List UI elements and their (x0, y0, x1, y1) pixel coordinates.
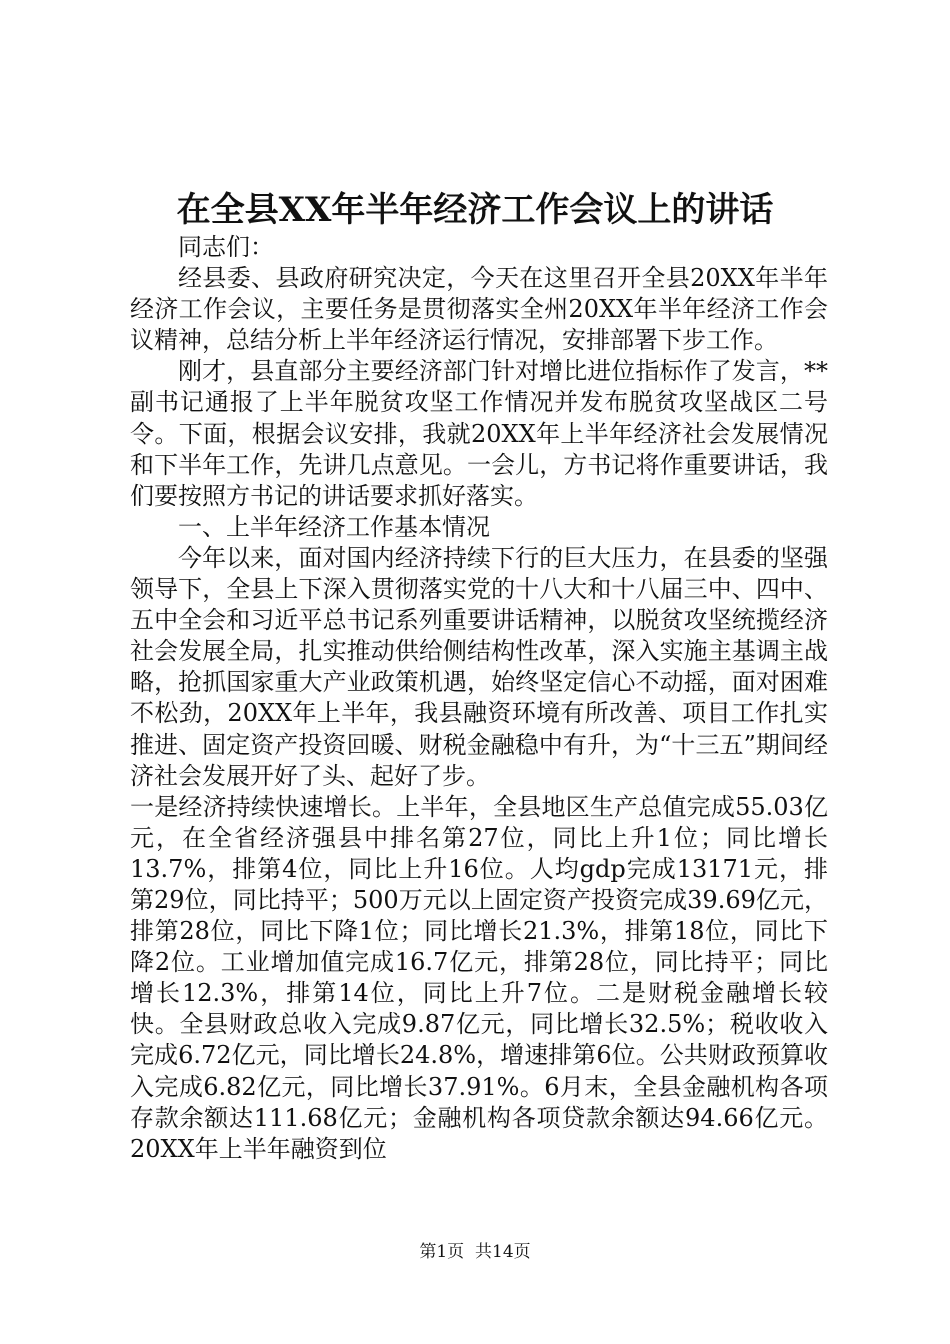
page-footer (0, 1240, 950, 1264)
paragraph-agenda: 刚才，县直部分主要经济部门针对增比进位指标作了发言，**副书记通报了上半年脱贫攻坚工作情况并发布脱贫攻坚战区二号令。下面，根据会议安排，我就20XX年上半年经济社会发展情况和下半年工作，先讲几点意见。一会儿，方书记将作重要讲话，我们要按照方书记的讲话要求抓好落实。 (130, 357, 828, 510)
paragraph-statistics: 一是经济持续快速增长。上半年，全县地区生产总值完成55.03亿元，在全省经济强县中排名第27位，同比上升1位；同比增长13.7%，排第4位，同比上升16位。人均gdp完成13171元，排第29位，同比持平；500万元以上固定资产投资完成39.69亿元，排第28位，同比下降1位；同比增长21.3%，排第18位，同比下降2位。工业增加值完成16.7亿元，排第28位，同比持平；同比增长12.3%，排第14位，同比上升7位。二是财税金融增长较快。全县财政总收入完成9.87亿元，同比增长32.5%；税收收入完成6.72亿元，同比增长24.8%，增速排第6位。公共财政预算收入完成6.82亿元，同比增长37.91%。6月末，全县金融机构各项存款余额达111.68亿元；金融机构各项贷款余额达94.66亿元。20XX年上半年融资到位 (130, 792, 828, 1163)
page-total: 共14页 (475, 1242, 531, 1262)
document-title: 在全县XX年半年经济工作会议上的讲话 (176, 190, 774, 230)
section-heading: 一、上半年经济工作基本情况 (178, 512, 490, 541)
page-number: 第1页 (419, 1242, 465, 1262)
document-body (130, 232, 828, 1165)
salutation: 同志们： (178, 233, 274, 261)
paragraph-intro: 经县委、县政府研究决定，今天在这里召开全县20XX年半年经济工作会议，主要任务是贯彻落实全州20XX年半年经济工作会议精神，总结分析上半年经济运行情况，安排部署下步工作。 (130, 264, 828, 355)
paragraph-overview: 今年以来，面对国内经济持续下行的巨大压力，在县委的坚强领导下，全县上下深入贯彻落实党的十八大和十八届三中、四中、五中全会和习近平总书记系列重要讲话精神，以脱贫攻坚统揽经济社会发展全局，扎实推动供给侧结构性改革，深入实施主基调主战略，抢抓国家重大产业政策机遇，始终坚定信心不动摇，面对困难不松劲，20XX年上半年，我县融资环境有所改善、项目工作扎实推进、固定资产投资回暖、财税金融稳中有升，为“十三五”期间经济社会发展开好了头、起好了步。 (130, 543, 828, 790)
